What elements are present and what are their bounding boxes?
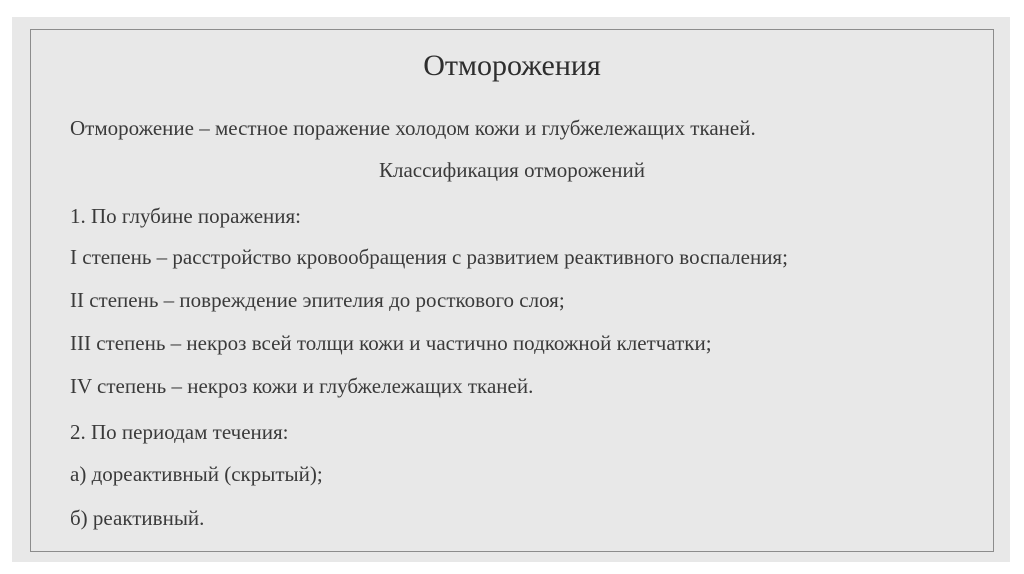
degree-4-item: IV степень – некроз кожи и глубжележащих тканей. [70, 374, 534, 398]
period-a-item: а) дореактивный (скрытый); [70, 462, 323, 486]
degree-3-item: III степень – некроз всей толщи кожи и частично подкожной клетчатки; [70, 331, 712, 355]
period-b-item: б) реактивный. [70, 506, 205, 530]
section-2-heading: 2. По периодам течения: [70, 420, 289, 444]
degree-2-item: II степень – повреждение эпителия до росткового слоя; [70, 288, 565, 312]
section-1-heading: 1. По глубине поражения: [70, 204, 301, 228]
slide-title: Отморожения [423, 49, 601, 82]
classification-heading: Классификация отморожений [378, 158, 646, 182]
definition-text: Отморожение – местное поражение холодом кожи и глубжележащих тканей. [70, 116, 756, 140]
degree-1-item: I степень – расстройство кровообращения с развитием реактивного воспаления; [70, 245, 788, 269]
